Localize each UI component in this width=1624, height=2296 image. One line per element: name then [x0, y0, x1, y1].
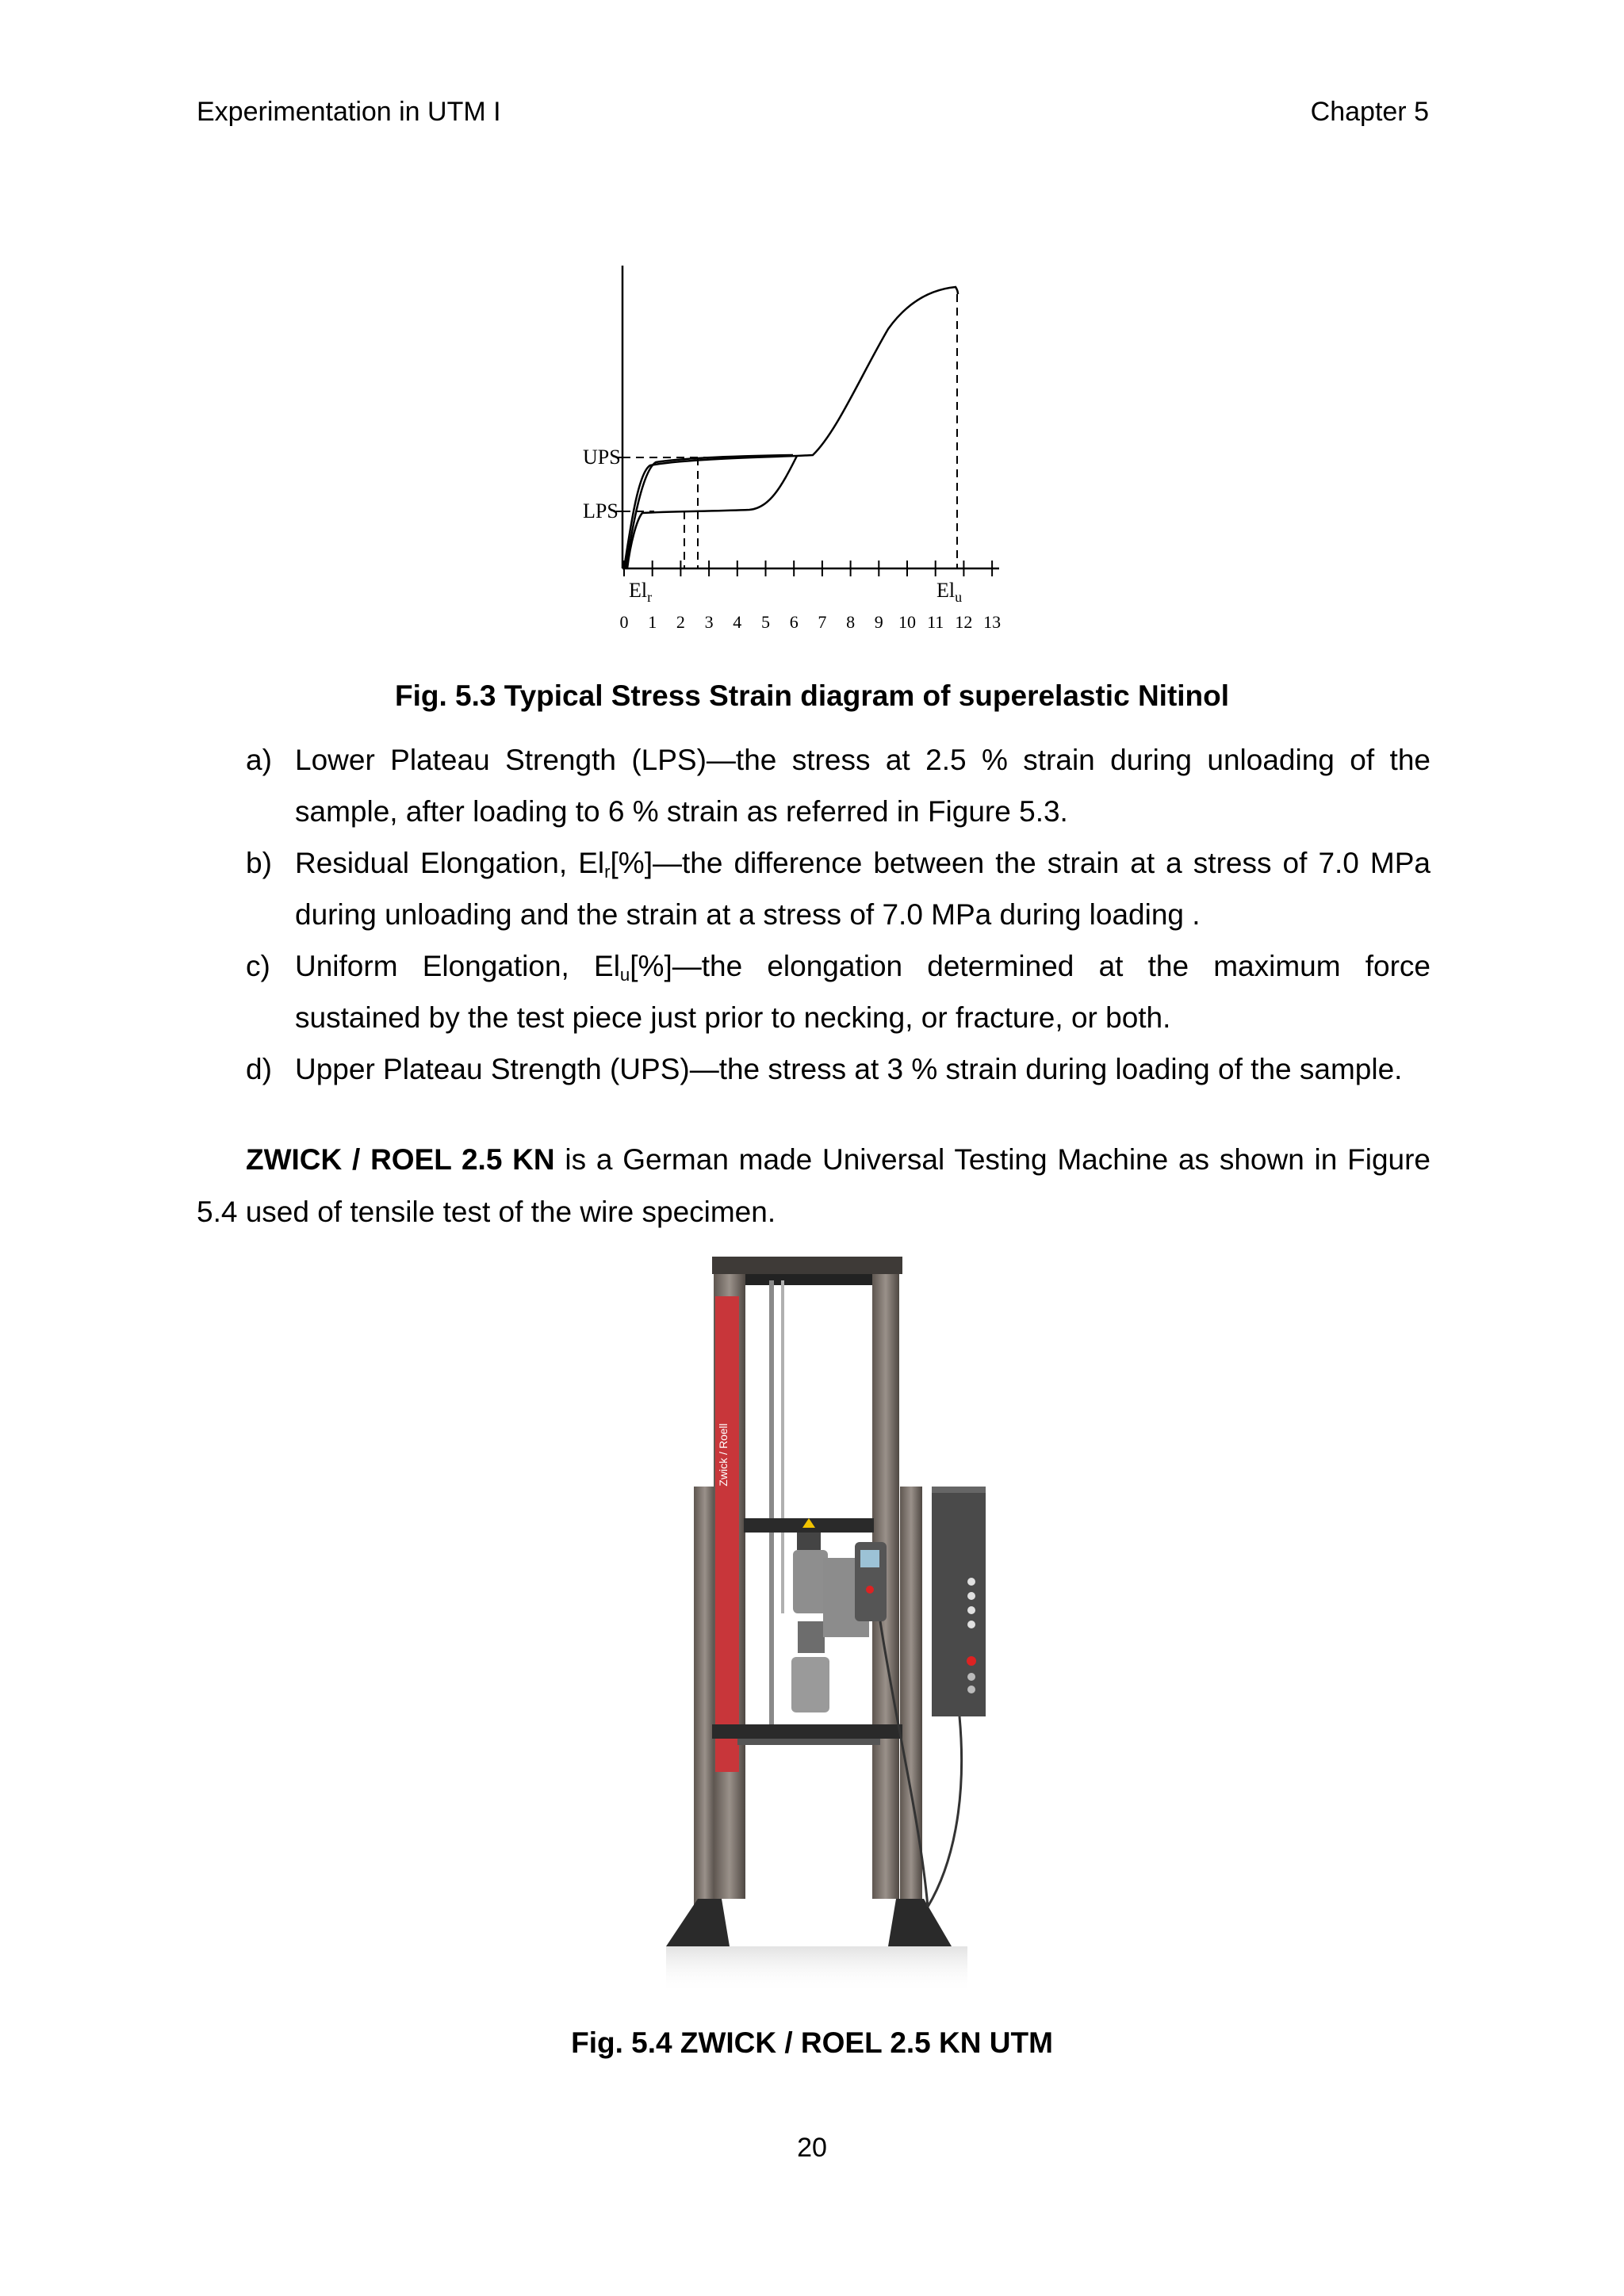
- list-item-uniform-elongation: [246, 940, 1431, 1043]
- stress-strain-diagram: [567, 258, 1027, 646]
- list-marker: c): [246, 950, 270, 982]
- x-tick-label: 9: [874, 612, 883, 632]
- list-item-ups: [246, 1043, 1431, 1095]
- x-tick-label: 6: [789, 612, 799, 632]
- x-tick-label: 5: [761, 612, 770, 632]
- loading-curve: [624, 287, 958, 568]
- definition-list: [246, 734, 1431, 1095]
- list-item-lps: [246, 734, 1431, 837]
- lps-label: LPS: [583, 499, 619, 522]
- list-marker: b): [246, 847, 272, 879]
- x-tick-label: 11: [927, 612, 944, 632]
- utm-machine-image: [619, 1249, 1015, 2002]
- machine-name: ZWICK / ROEL 2.5 KN: [246, 1143, 555, 1176]
- list-item-text: Upper Plateau Strength (UPS)—the stress at 3 % strain during loading of the sample.: [295, 1053, 1403, 1085]
- x-tick-label: 8: [846, 612, 856, 632]
- x-tick-label: 12: [955, 612, 973, 632]
- running-header-title: Experimentation in UTM I: [197, 97, 501, 127]
- list-marker: d): [246, 1053, 272, 1085]
- list-item-residual-elongation: [246, 837, 1431, 940]
- list-item-text: Uniform Elongation, $El_u[\%]—the$ elongation determined at the maximum force sustained by the test piece just prior to necking, or fracture, or both.: [295, 950, 1431, 1034]
- elr-label: $El_r$: [629, 579, 653, 605]
- elu-label: $El_u$: [936, 579, 963, 605]
- x-tick-label: 10: [898, 612, 916, 632]
- running-header-chapter: Chapter 5: [1310, 97, 1429, 127]
- list-item-text: Residual Elongation, $El_r[\%]—the$ difference between the strain at a stress of 7.0 MPa during unloading and the strain at a stress of 7.0 MPa during loading .: [295, 847, 1431, 931]
- x-tick-label: 2: [676, 612, 685, 632]
- x-tick-label: 13: [983, 612, 1002, 632]
- figure-5-3-caption: Fig. 5.3 Typical Stress Strain diagram of superelastic Nitinol: [394, 679, 1230, 712]
- brand-label: Zwick / Roell: [717, 1423, 730, 1487]
- x-tick-label: 1: [648, 612, 657, 632]
- ups-label: UPS: [583, 446, 621, 469]
- x-tick-label: 0: [619, 612, 629, 632]
- x-tick-label: 3: [704, 612, 714, 632]
- list-marker: a): [246, 744, 272, 776]
- x-tick-label: 7: [818, 612, 827, 632]
- list-item-text: Lower Plateau Strength (LPS)—the stress at 2.5 % strain during unloading of the sample, after loading to 6 % strain as referred in Figure 5.3.: [295, 744, 1431, 828]
- page-number: 20: [797, 2133, 827, 2163]
- x-tick-label: 4: [733, 612, 742, 632]
- figure-5-4-caption: Fig. 5.4 ZWICK / ROEL 2.5 KN UTM: [571, 2026, 1053, 2059]
- body-paragraph: ZWICK / ROEL 2.5 KN is a German made Universal Testing Machine as shown in Figure 5.4 used of tensile test of the wire specimen.: [197, 1143, 1431, 1228]
